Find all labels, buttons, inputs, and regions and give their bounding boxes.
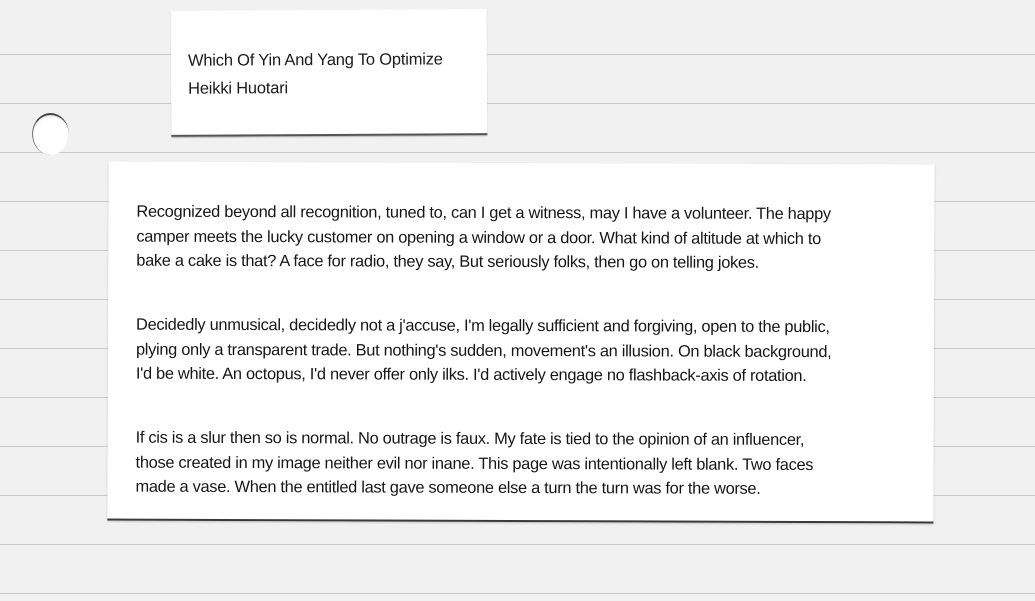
stanza-line: plying only a transparent trade. But nothing's sudden, movement's an illusion. On black background, bbox=[135, 340, 832, 361]
title-slip bbox=[171, 9, 488, 137]
stanza-line: Recognized beyond all recognition, tuned to, can I get a witness, may I have a volunteer. The happy bbox=[136, 202, 831, 224]
poem-body-slip bbox=[107, 162, 934, 524]
stanza-line: If cis is a slur then so is normal. No outrage is faux. My fate is tied to the opinion of an influencer, bbox=[135, 428, 805, 449]
stanza-line: I'd be white. An octopus, I'd never offer only ilks. I'd actively engage no flashback-axis of rotation. bbox=[135, 364, 807, 385]
stanza-line: made a vase. When the entitled last gave someone else a turn the turn was for the worse. bbox=[135, 477, 761, 498]
stanza-line: camper meets the lucky customer on opening a window or a door. What kind of altitude at which to bbox=[136, 227, 821, 248]
stanza-line: those created in my image neither evil nor inane. This page was intentionally left blank. Two faces bbox=[135, 453, 814, 474]
poem-title: Which Of Yin And Yang To Optimize bbox=[187, 50, 443, 70]
stanza-1 bbox=[136, 200, 926, 276]
punch-hole bbox=[32, 113, 69, 155]
stanza-2 bbox=[136, 313, 926, 389]
poem-author: Heikki Huotari bbox=[188, 79, 289, 98]
stanza-line: Decidedly unmusical, decidedly not a j'accuse, I'm legally sufficient and forgiving, open to the public, bbox=[136, 315, 830, 337]
stanza-line: bake a cake is that? A face for radio, they say, But seriously folks, then go on telling jokes. bbox=[136, 251, 759, 272]
stanza-3 bbox=[135, 426, 925, 502]
